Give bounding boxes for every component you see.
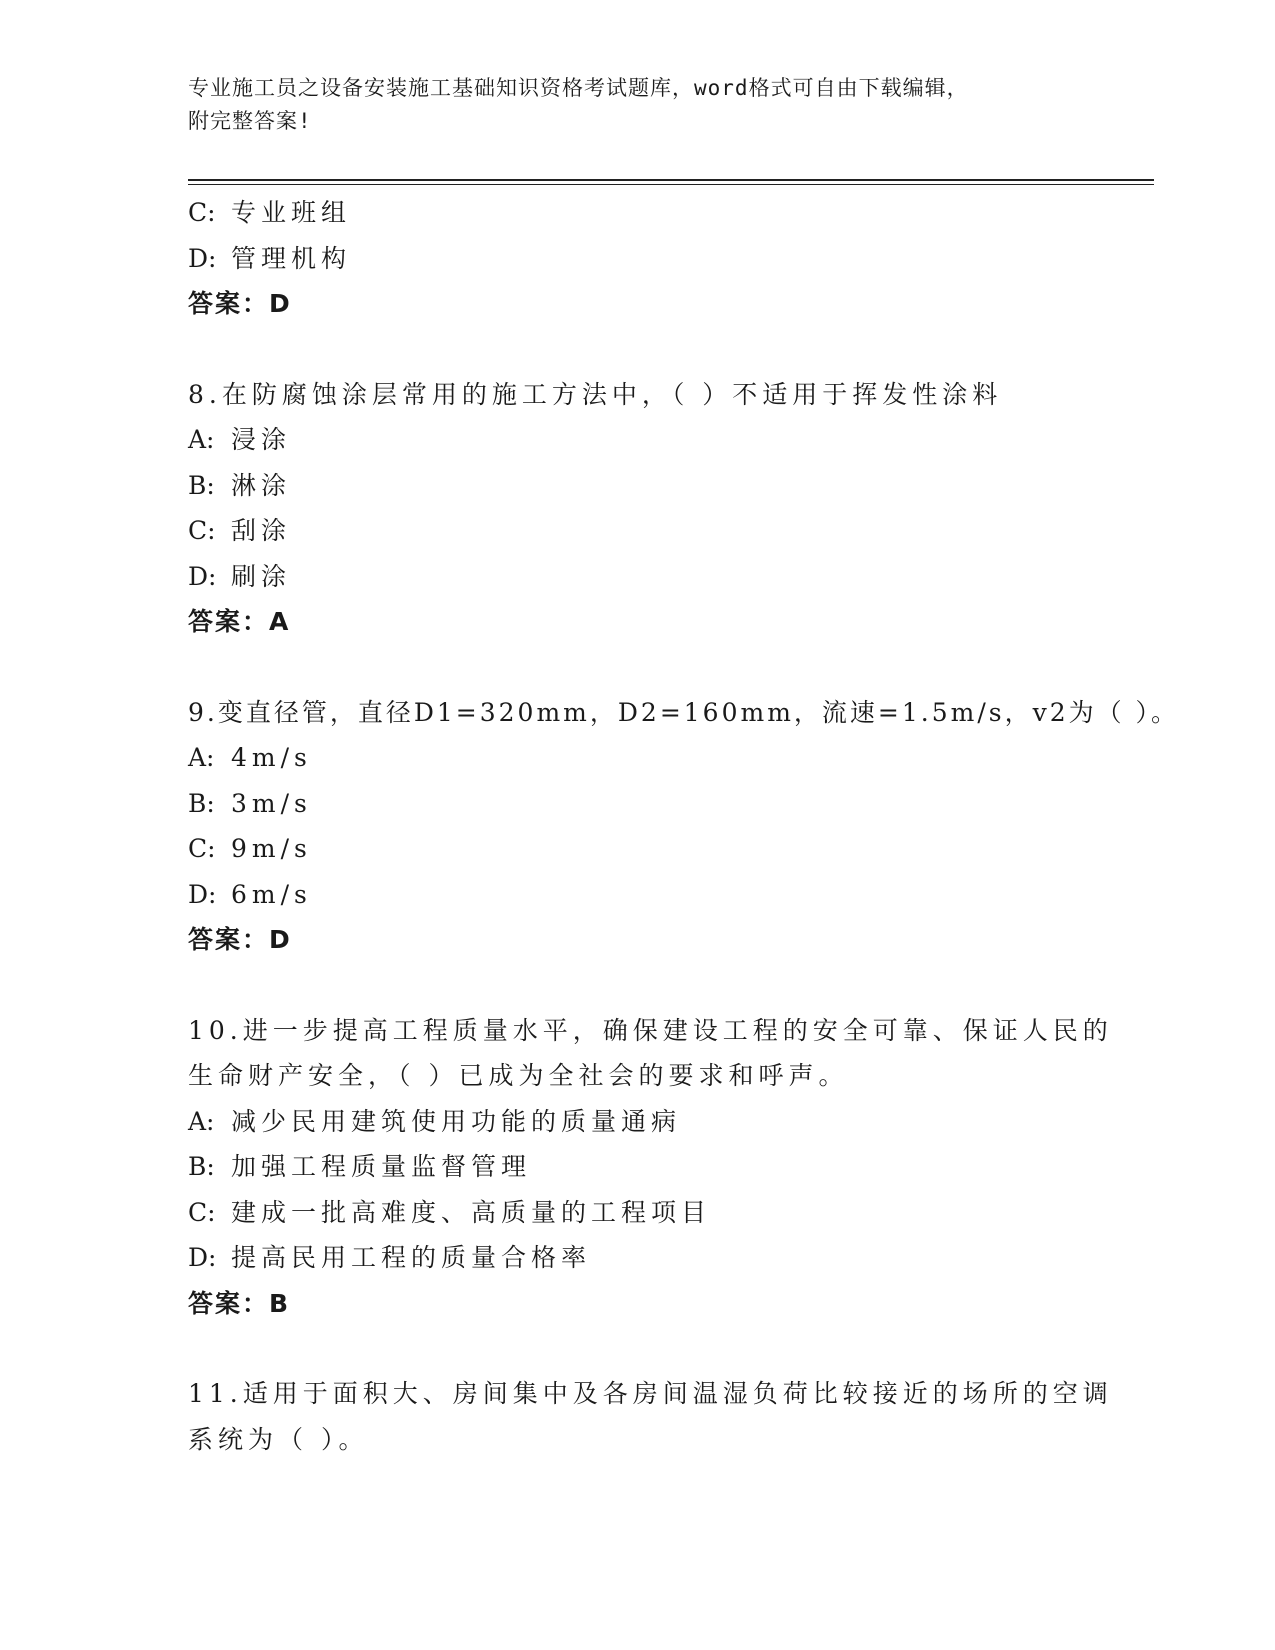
question-stem: 9.变直径管，直径D1=320mm，D2=160mm，流速=1.5m/s，v2为（ ）。 [188,697,1180,727]
option-label: D: [188,1243,217,1272]
option-label: B: [188,1152,215,1181]
question-stem-line-1: 10.进一步提高工程质量水平，确保建设工程的安全可靠、保证人民的 [188,1015,1113,1045]
answer-line: 答案：B [188,1288,291,1318]
option-line [188,190,1148,236]
answer-line: 答案：A [188,607,291,636]
option-label: A: [188,1106,215,1136]
option-text: 9m/s [231,834,312,863]
answer-line: 答案：D [188,925,292,954]
option-text: 淋涂 [231,470,292,500]
option-label: C: [188,834,216,863]
option-label: A: [188,743,215,772]
option-text: 刷涂 [231,561,292,591]
question-list [188,190,1180,1462]
question-stem-line-2: 系统为（ ）。 [188,1424,369,1454]
option-text: 4m/s [231,743,312,772]
option-text: 浸涂 [231,425,292,454]
option-line [188,781,1148,827]
option-label: C: [188,1197,216,1227]
option-line [188,735,1148,781]
option-line [188,1190,1148,1236]
option-label: B: [188,470,215,500]
option-text: 建成一批高难度、高质量的工程项目 [231,1197,712,1227]
option-line [188,826,1148,872]
option-text: 加强工程质量监督管理 [231,1152,532,1181]
question-stem: 8.在防腐蚀涂层常用的施工方法中，（ ）不适用于挥发性涂料 [188,379,1003,409]
option-text: 3m/s [231,788,312,818]
option-text: 刮涂 [231,516,292,545]
option-text: 减少民用建筑使用功能的质量通病 [231,1106,682,1136]
option-text: 专业班组 [231,198,352,227]
option-text: 管理机构 [231,243,352,273]
option-text: 6m/s [231,879,312,909]
question-stem-line-2: 生命财产安全，（ ）已成为全社会的要求和呼声。 [188,1061,849,1090]
option-line [188,554,1148,600]
header-rule-thick [188,179,1154,181]
option-label: C: [188,198,216,227]
option-label: D: [188,243,217,273]
answer-line: 答案：D [188,289,292,318]
document-header [188,72,1088,138]
option-line [188,1235,1148,1281]
option-line [188,417,1148,463]
option-label: A: [188,425,215,454]
option-line [188,236,1148,282]
option-line [188,1099,1148,1145]
header-line-2: 附完整答案! [188,109,312,133]
option-label: D: [188,561,217,591]
option-text: 提高民用工程的质量合格率 [231,1243,592,1272]
option-label: B: [188,788,215,818]
question-stem-line-1: 11.适用于面积大、房间集中及各房间温湿负荷比较接近的场所的空调 [188,1379,1113,1408]
option-label: D: [188,879,217,909]
header-line-1: 专业施工员之设备安装施工基础知识资格考试题库，word格式可自由下载编辑， [188,76,969,100]
option-line [188,463,1148,509]
option-line [188,872,1148,918]
header-rule-thin [188,184,1154,185]
option-line [188,1144,1148,1190]
option-line [188,508,1148,554]
option-label: C: [188,516,216,545]
